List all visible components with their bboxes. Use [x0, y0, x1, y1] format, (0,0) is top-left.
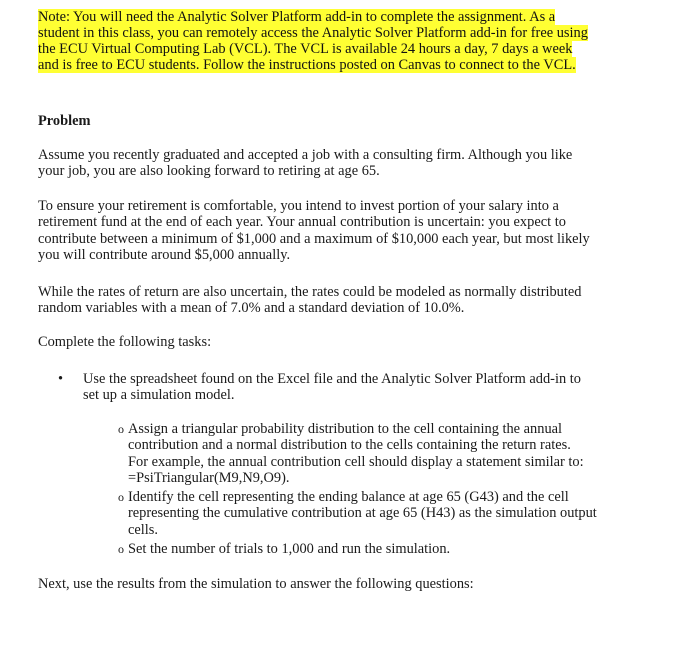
sub-item-text: [128, 541, 628, 557]
paragraph-contribution: [38, 198, 638, 263]
note-line-1: Note: You will need the Analytic Solver Platform add-in to complete the assignment. As a: [38, 9, 556, 25]
circle-bullet-icon: o: [118, 542, 124, 556]
sub-item-text: [128, 489, 628, 538]
closing-paragraph: Next, use the results from the simulation to answer the following questions:: [38, 576, 474, 592]
paragraph-line: retirement fund at the end of each year. Your annual contribution is uncertain: you expect to: [38, 214, 566, 231]
circle-bullet-icon: o: [118, 422, 124, 436]
note-line-3: the ECU Virtual Computing Lab (VCL). The VCL is available 24 hours a day, 7 days a week: [38, 41, 573, 57]
paragraph-line: your job, you are also looking forward to retiring at age 65.: [38, 163, 380, 180]
paragraph-intro: [38, 147, 638, 180]
paragraph-line: you will contribute around $5,000 annually.: [38, 246, 291, 263]
sub-item-line: For example, the annual contribution cell should display a statement similar to:: [128, 453, 584, 470]
paragraph-line: While the rates of return are also uncertain, the rates could be modeled as normally distributed: [38, 284, 582, 300]
paragraph-line: contribute between a minimum of $1,000 and a maximum of $10,000 each year, but most likely: [38, 230, 590, 247]
sub-item-line: contribution and a normal distribution to the cells containing the return rates.: [128, 437, 571, 454]
bullet-line: Use the spreadsheet found on the Excel file and the Analytic Solver Platform add-in to: [83, 371, 581, 387]
bullet-line: set up a simulation model.: [83, 387, 235, 404]
tasks-intro: Complete the following tasks:: [38, 334, 212, 350]
bullet-text: [83, 371, 623, 404]
sub-item-line: representing the cumulative contribution at age 65 (H43) as the simulation output: [128, 505, 597, 522]
sub-item-line: =PsiTriangular(M9,N9,O9).: [128, 469, 290, 486]
bullet-icon: •: [58, 371, 64, 387]
sub-item-line: Identify the cell representing the ending balance at age 65 (G43) and the cell: [128, 489, 569, 505]
note-line-4: and is free to ECU students. Follow the instructions posted on Canvas to connect to the VCL.: [38, 57, 576, 73]
paragraph-returns: [38, 284, 638, 317]
circle-bullet-icon: o: [118, 490, 124, 504]
sub-item-line: Set the number of trials to 1,000 and run the simulation.: [128, 541, 451, 557]
sub-item-line: cells.: [128, 521, 158, 538]
sub-item-text: [128, 421, 628, 486]
paragraph-line: random variables with a mean of 7.0% and a standard deviation of 10.0%.: [38, 300, 465, 317]
sub-item-line: Assign a triangular probability distribution to the cell containing the annual: [128, 421, 563, 437]
problem-heading: Problem: [38, 113, 91, 129]
note-line-2: student in this class, you can remotely access the Analytic Solver Platform add-in for free using: [38, 25, 588, 41]
paragraph-line: To ensure your retirement is comfortable, you intend to invest portion of your salary into a: [38, 198, 559, 214]
paragraph-line: Assume you recently graduated and accepted a job with a consulting firm. Although you like: [38, 147, 573, 163]
